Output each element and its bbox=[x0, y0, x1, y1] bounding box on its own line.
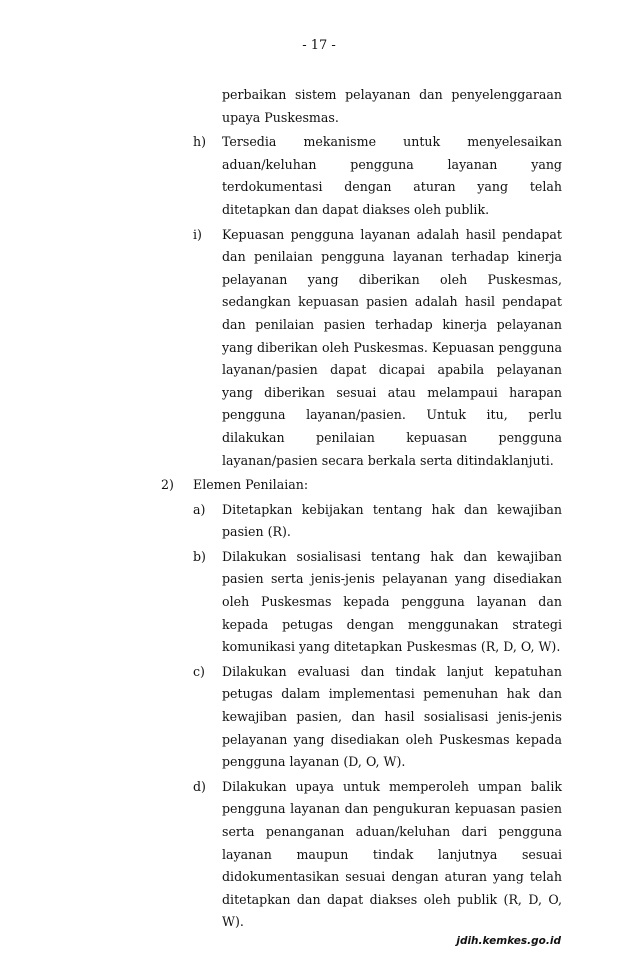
page-number: - 17 - bbox=[302, 38, 336, 53]
list-marker: d) bbox=[193, 778, 206, 794]
list-item-i bbox=[0, 224, 638, 473]
list-marker: a) bbox=[193, 501, 206, 517]
section-heading bbox=[0, 474, 638, 497]
list-item-text: Dilakukan evaluasi dan tindak lanjut kepatuhan petugas dalam implementasi pemenuhan hak dan kewajiban pasien, dan hasil sosialisasi jenis-jenis pelayanan yang disediakan oleh Puskesmas kepada pengguna layanan (D, O, W). bbox=[222, 663, 562, 770]
assessment-item-a bbox=[0, 499, 638, 544]
assessment-item-d bbox=[0, 776, 638, 934]
continuation-paragraph bbox=[0, 84, 638, 129]
list-marker: c) bbox=[193, 663, 205, 679]
assessment-item-c bbox=[0, 661, 638, 774]
list-item-text: Kepuasan pengguna layanan adalah hasil pendapat dan penilaian pengguna layanan terhadap kinerja pelayanan yang diberikan oleh Puskesmas, sedangkan kepuasan pasien adalah hasil pendapat dan penilaian pasien terhadap kinerja pelayanan yang diberikan oleh Puskesmas. Kepuasan pengguna layanan/pasien dapat dicapai apabila pelayanan yang diberikan sesuai atau melampaui harapan pengguna layanan/pasien. Untuk itu, perlu dilakukan penilaian kepuasan pengguna layanan/pasien secara berkala serta ditindaklanjuti. bbox=[222, 226, 562, 468]
list-item-text: Tersedia mekanisme untuk menyelesaikan aduan/keluhan pengguna layanan yang terdokumentasi dengan aturan yang telah ditetapkan dan dapat diakses oleh publik. bbox=[222, 134, 562, 217]
paragraph-text: perbaikan sistem pelayanan dan penyelenggaraan upaya Puskesmas. bbox=[222, 87, 562, 125]
list-item-text: Dilakukan upaya untuk memperoleh umpan balik pengguna layanan dan pengukuran kepuasan pasien serta penanganan aduan/keluhan dari pengguna layanan maupun tindak lanjutnya sesuai didokumentasikan sesuai dengan aturan yang telah ditetapkan dan dapat diakses oleh publik (R, D, O, W). bbox=[222, 778, 562, 930]
section-title: Elemen Penilaian: bbox=[193, 477, 309, 493]
list-marker: i) bbox=[193, 226, 202, 242]
document-body bbox=[0, 84, 638, 934]
list-item-text: Ditetapkan kebijakan tentang hak dan kewajiban pasien (R). bbox=[222, 501, 562, 540]
list-marker: h) bbox=[193, 134, 207, 150]
list-item-h bbox=[0, 131, 638, 221]
section-marker: 2) bbox=[161, 477, 174, 493]
list-marker: b) bbox=[193, 548, 206, 564]
list-item-text: Dilakukan sosialisasi tentang hak dan kewajiban pasien serta jenis-jenis pelayanan yang disediakan oleh Puskesmas kepada pengguna layanan dan kepada petugas dengan menggunakan strategi komunikasi yang ditetapkan Puskesmas (R, D, O, W). bbox=[222, 548, 562, 655]
footer-source: jdih.kemkes.go.id bbox=[456, 935, 561, 947]
assessment-item-b bbox=[0, 546, 638, 659]
